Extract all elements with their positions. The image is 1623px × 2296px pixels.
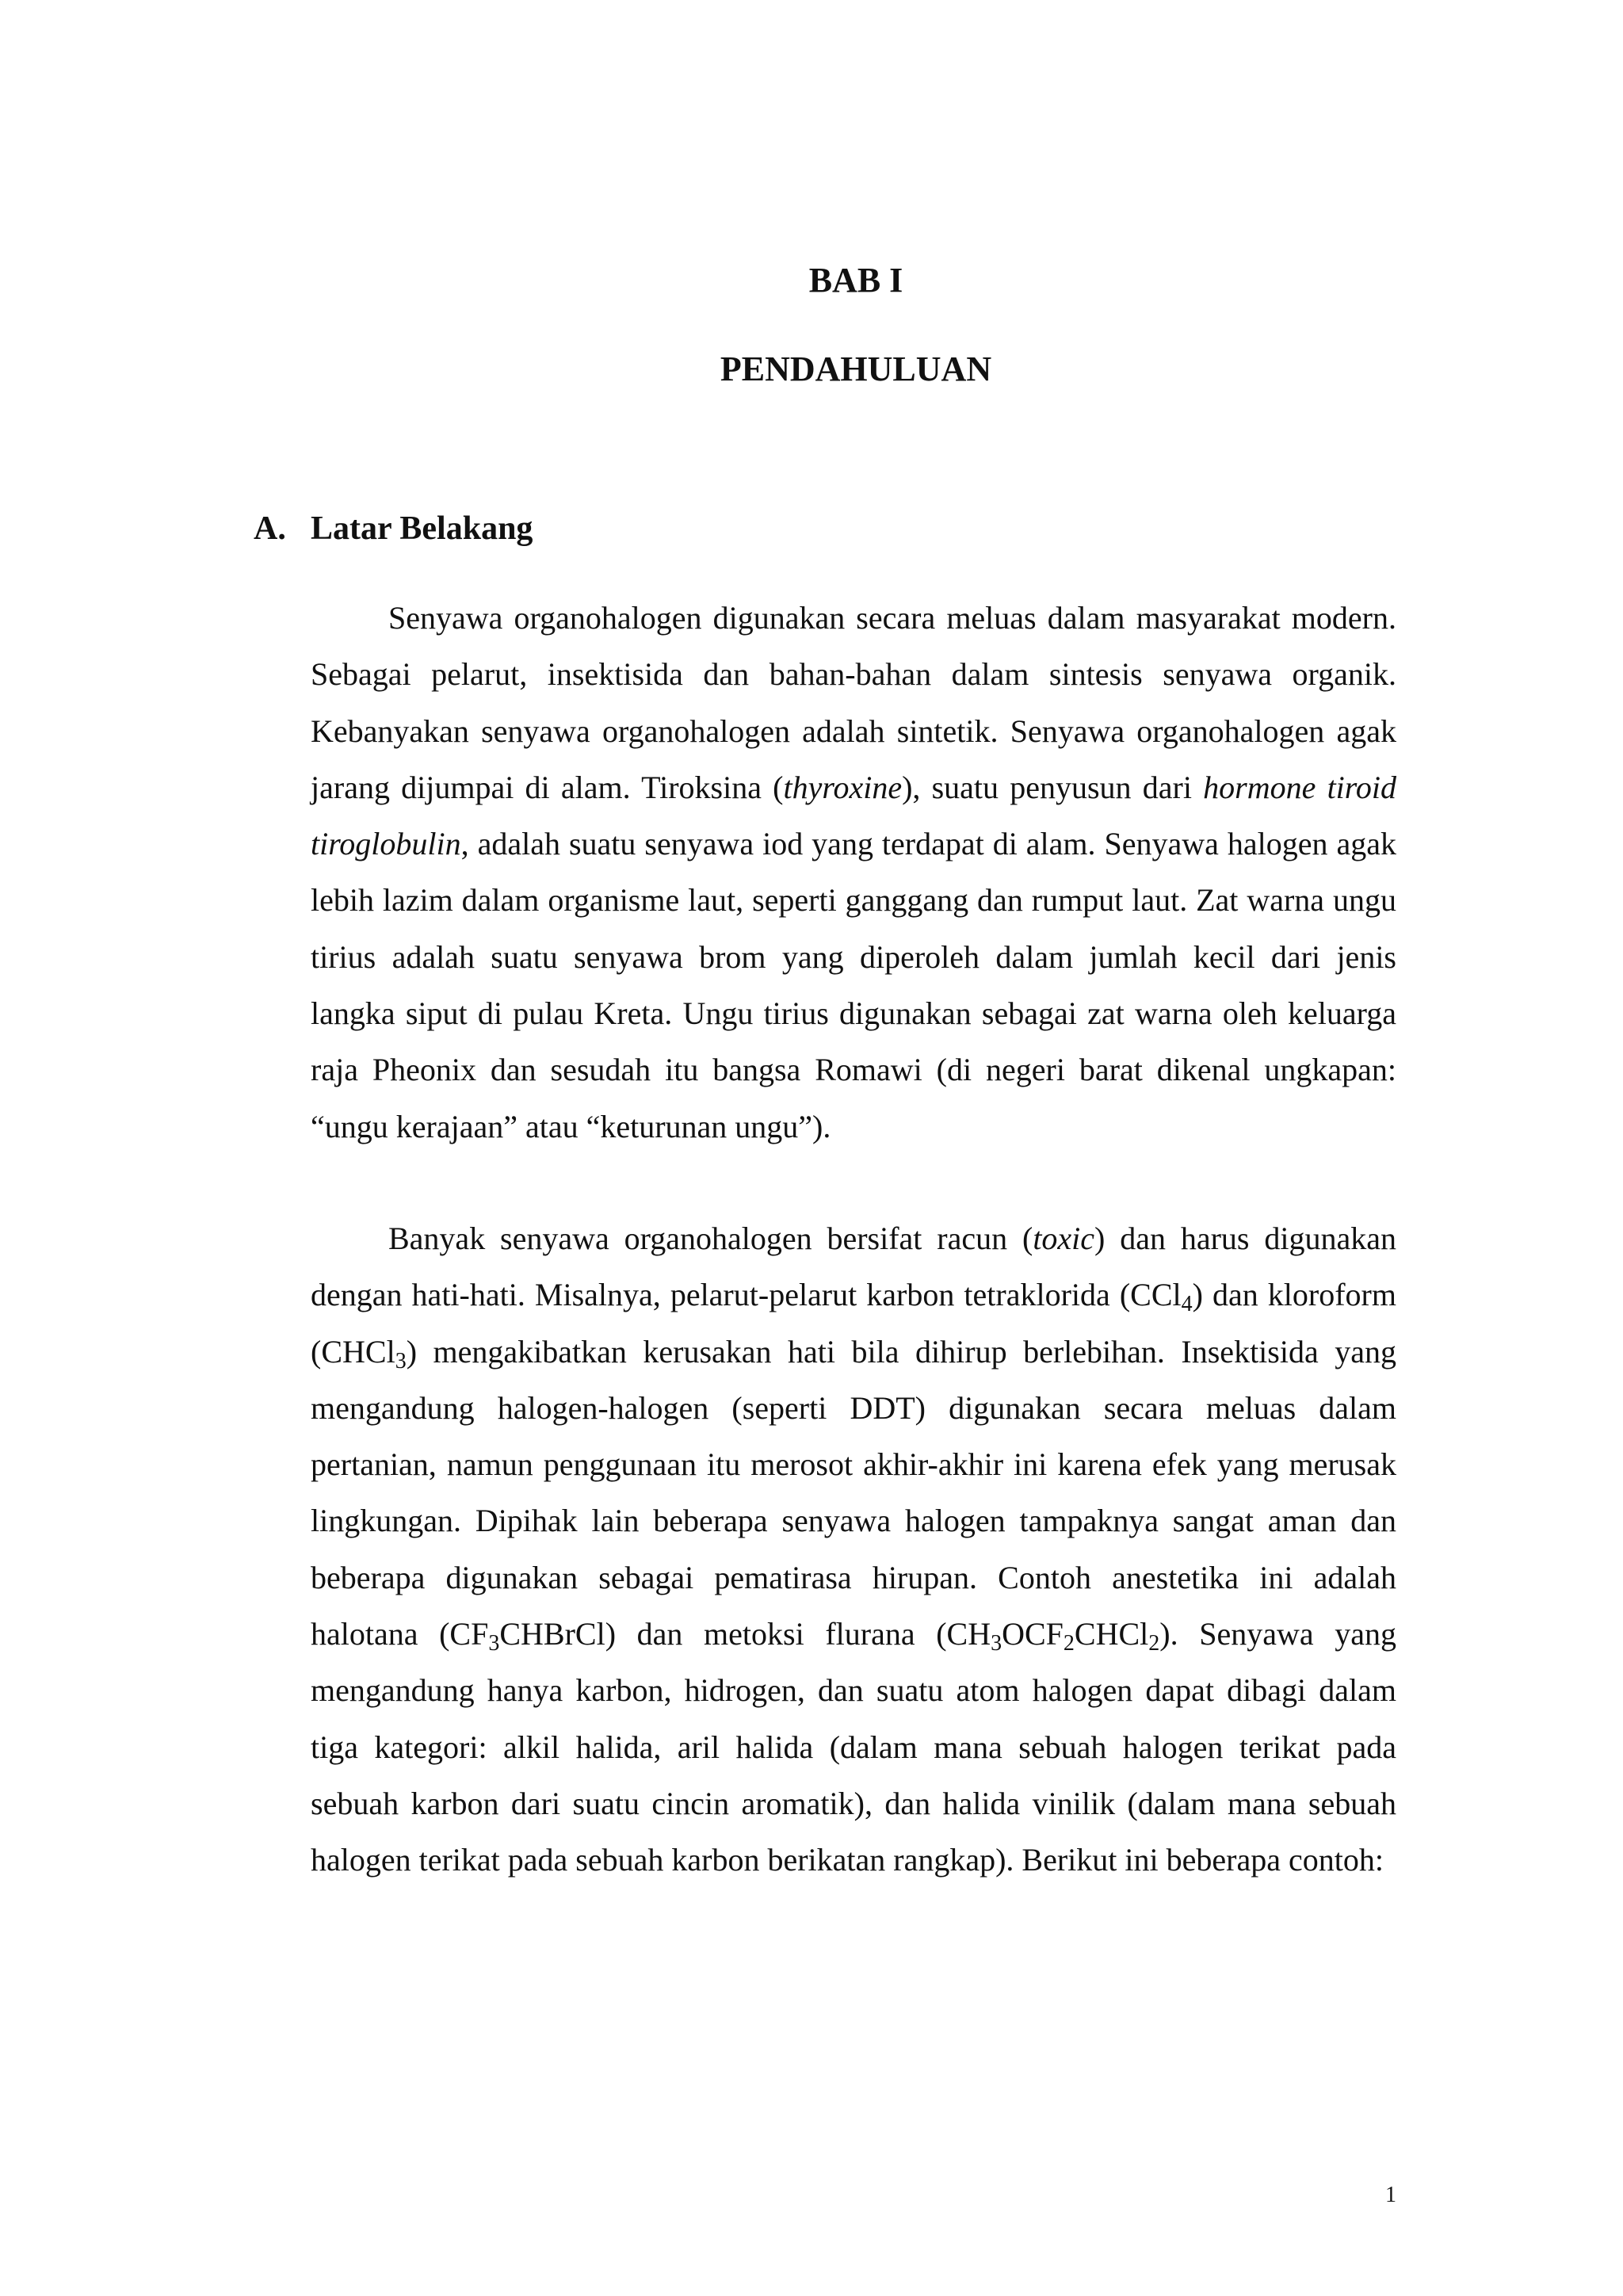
paragraph-text: OCF	[1002, 1616, 1064, 1652]
subscript: 3	[991, 1631, 1002, 1656]
italic-term: thyroxine	[783, 769, 903, 805]
paragraph-2	[311, 1210, 1396, 1889]
subscript: 2	[1063, 1631, 1075, 1656]
paragraph-text: ) dan kloroform (CHCl	[311, 1277, 1396, 1370]
section-title: Latar Belakang	[311, 510, 533, 547]
subscript: 3	[395, 1348, 407, 1373]
section-heading	[254, 512, 533, 545]
chapter-title: PENDAHULUAN	[720, 350, 992, 388]
italic-term: toxic	[1033, 1221, 1095, 1256]
subscript: 2	[1148, 1631, 1160, 1656]
paragraph-text: Senyawa organohalogen digunakan secara meluas dalam masyarakat modern. Sebagai pelarut, insektisida dan bahan-bahan dalam sintesis senyawa organik. Kebanyakan senyawa organohalogen adalah sintetik. Senyawa organohalogen agak jarang dijumpai di alam. Tiroksina (	[311, 600, 1396, 805]
italic-term: hormone tiroid tiroglobulin	[311, 769, 1396, 862]
chapter-number: BAB I	[808, 261, 903, 300]
paragraph-text: ) dan harus digunakan dengan hati-hati. Misalnya, pelarut-pelarut karbon tetraklorida (CCl	[311, 1221, 1396, 1313]
paragraph-text: ) mengakibatkan kerusakan hati bila dihirup berlebihan. Insektisida yang mengandung halogen-halogen (seperti DDT) digunakan secara meluas dalam pertanian, namun penggunaan itu merosot akhir-akhir ini karena efek yang merusak lingkungan. Dipihak lain beberapa senyawa halogen tampaknya sangat aman dan beberapa digunakan sebagai pematirasa hirupan. Contoh anestetika ini adalah halotana (CF	[311, 1333, 1396, 1652]
subscript: 3	[488, 1631, 500, 1656]
paragraph-text: ), suatu penyusun dari	[902, 769, 1204, 805]
section-label: A.	[254, 510, 286, 547]
paragraph-text: ). Senyawa yang mengandung hanya karbon, hidrogen, dan suatu atom halogen dapat dibagi dalam tiga kategori: alkil halida, aril halida (dalam mana sebuah halogen terikat pada sebuah karbon dari suatu cincin aromatik), dan halida vinilik (dalam mana sebuah halogen terikat pada sebuah karbon berikatan rangkap). Berikut ini beberapa contoh:	[311, 1616, 1396, 1878]
subscript: 4	[1181, 1292, 1193, 1317]
paragraph-text: CHCl	[1074, 1616, 1149, 1652]
paragraph-text: CHBrCl) dan metoksi flurana (CH	[499, 1616, 991, 1652]
paragraph-text: , adalah suatu senyawa iod yang terdapat di alam. Senyawa halogen agak lebih lazim dalam organisme laut, seperti ganggang dan rumput laut. Zat warna ungu tirius adalah suatu senyawa brom yang diperoleh dalam jumlah kecil dari jenis langka siput di pulau Kreta. Ungu tirius digunakan sebagai zat warna oleh keluarga raja Pheonix dan sesudah itu bangsa Romawi (di negeri barat dikenal ungkapan: “ungu kerajaan” atau “keturunan ungu”).	[311, 826, 1396, 1144]
paragraph-text: Banyak senyawa organohalogen bersifat racun (	[388, 1221, 1033, 1256]
page-number: 1	[1385, 2183, 1396, 2207]
paragraph-1	[311, 590, 1396, 1155]
